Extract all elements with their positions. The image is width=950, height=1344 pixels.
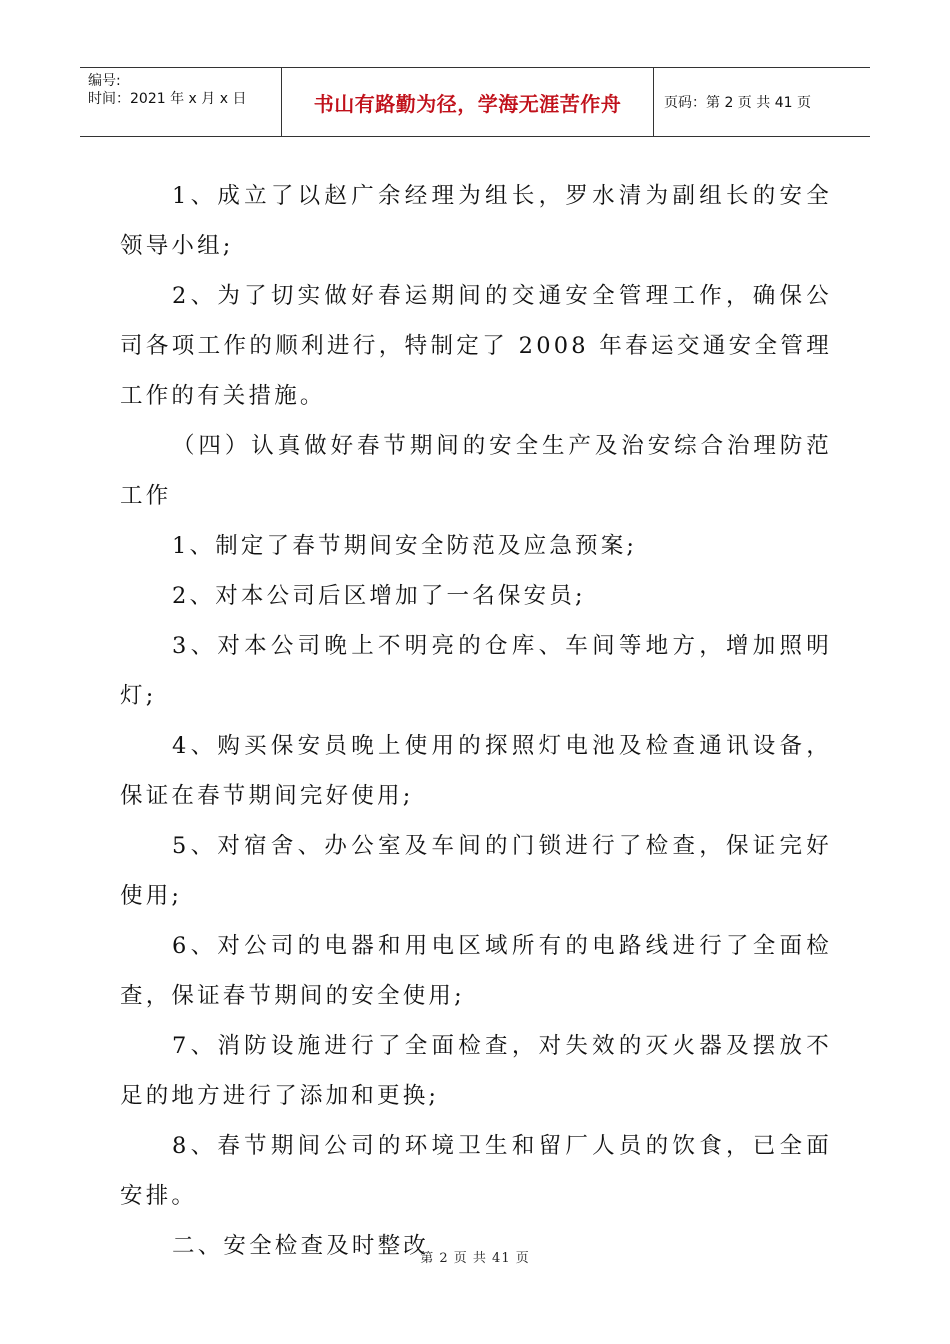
- document-header: [80, 67, 870, 137]
- section-heading-4: （四）认真做好春节期间的安全生产及治安综合治理防范工作: [120, 433, 832, 509]
- header-page-info: 页码：第 2 页 共 41 页: [664, 95, 811, 111]
- body-paragraph-10: 8、春节期间公司的环境卫生和留厂人员的饮食，已全面安排。: [120, 1133, 832, 1209]
- header-motto: 书山有路勤为径，学海无涯苦作舟: [282, 68, 654, 136]
- body-paragraph-9: 7、消防设施进行了全面检查，对失效的灭火器及摆放不足的地方进行了添加和更换;: [120, 1033, 832, 1109]
- body-paragraph-1: 1、成立了以赵广余经理为组长，罗水清为副组长的安全领导小组;: [120, 183, 832, 259]
- body-paragraph-2: 2、为了切实做好春运期间的交通安全管理工作，确保公司各项工作的顺利进行，特制定了 2008 年春运交通安全管理工作的有关措施。: [120, 283, 832, 409]
- page-footer: 第 2 页 共 41 页: [420, 1251, 530, 1266]
- body-paragraph-4: 2、对本公司后区增加了一名保安员;: [172, 583, 586, 609]
- header-meta: [80, 68, 282, 136]
- body-paragraph-7: 5、对宿舍、办公室及车间的门锁进行了检查，保证完好使用;: [120, 833, 832, 909]
- section-heading-2: 二、安全检查及时整改: [172, 1233, 430, 1259]
- body-paragraph-5: 3、对本公司晚上不明亮的仓库、车间等地方，增加照明灯;: [120, 633, 832, 709]
- document-body: [120, 171, 832, 1271]
- body-paragraph-3: 1、制定了春节期间安全防范及应急预案;: [172, 533, 638, 559]
- document-number-label: 编号:: [88, 73, 121, 89]
- document-time-label: 时间：2021 年 x 月 x 日: [88, 91, 247, 107]
- body-paragraph-6: 4、购买保安员晚上使用的探照灯电池及检查通讯设备，保证在春节期间完好使用;: [120, 733, 832, 809]
- body-paragraph-8: 6、对公司的电器和用电区域所有的电路线进行了全面检查，保证春节期间的安全使用;: [120, 933, 832, 1009]
